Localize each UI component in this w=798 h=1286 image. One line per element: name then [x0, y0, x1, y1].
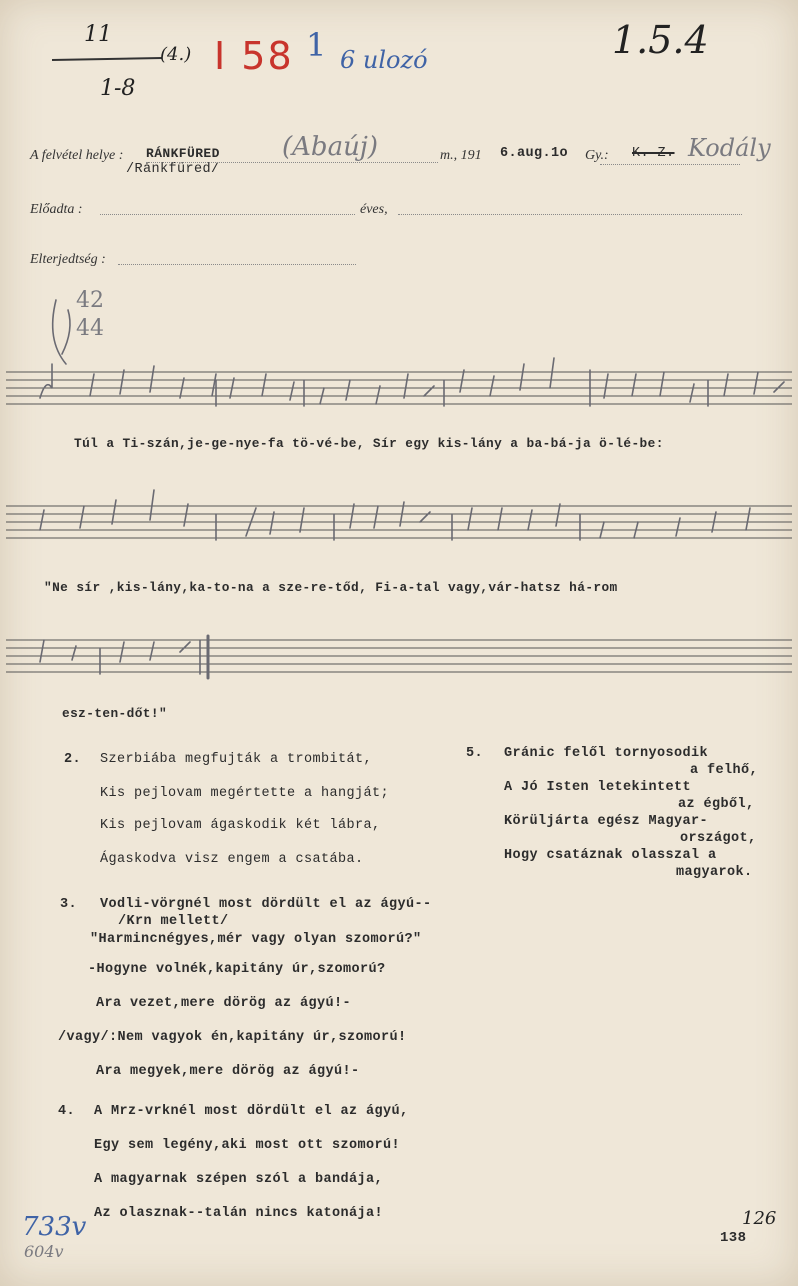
meter-bottom: 44 — [76, 316, 104, 341]
red-catalog-code: I 58 — [214, 34, 294, 78]
verse-4-line: Egy sem legény,aki most ott szomorú! — [94, 1138, 401, 1153]
verse-4-line: Az olasznak--talán nincs katonája! — [94, 1206, 384, 1221]
verse-3-line: "Harmincnégyes,mér vagy olyan szomorú?" — [90, 932, 422, 947]
place-pencil-note: (Abaúj) — [282, 132, 379, 162]
verse-3-number: 3. — [60, 897, 78, 912]
fraction-numerator: 11 — [84, 22, 112, 47]
verse-2-line: Kis pejlovam ágaskodik két lábra, — [100, 818, 381, 833]
date-value: 6.aug.1o — [500, 146, 569, 161]
footer-left-number: 733v — [22, 1212, 87, 1242]
footer-right-bottom: 138 — [720, 1230, 747, 1246]
verse-5-line: Körüljárta egész Magyar- — [504, 814, 709, 829]
verse-5-line: A Jó Isten letekintett — [504, 780, 692, 795]
gy-label: Gy.: — [585, 148, 609, 163]
verse-5-number: 5. — [466, 746, 484, 761]
lyrics-line-1: Túl a Ti-szán,je-ge-nye-fa tö-vé-be, Sír egy kis-lány a ba-bá-ja ö-lé-be: — [74, 436, 664, 451]
blue-overwrite-digit: 1 — [306, 26, 327, 64]
place-value: RÁNKFÜRED — [146, 146, 220, 161]
verse-2-line: Ágaskodva visz engem a csatába. — [100, 852, 364, 867]
fraction-denominator: 1-8 — [100, 76, 136, 101]
lyrics-line-2: "Ne sír ,kis-lány,ka-to-na a sze-re-tőd, Fi-a-tal vagy,vár-hatsz há-rom — [44, 580, 618, 595]
verse-5-line: Hogy csatáznak olasszal a — [504, 848, 717, 863]
verse-3-line: /vagy/:Nem vagyok én,kapitány úr,szomorú! — [58, 1030, 407, 1045]
footer-left-sub: 604v — [24, 1242, 64, 1261]
verse-5-line: a felhő, — [690, 763, 759, 778]
verse-4-line: A magyarnak szépen szól a bandája, — [94, 1172, 384, 1187]
performer-label: Előadta : — [30, 202, 83, 217]
verse-3-line: /Krn mellett/ — [118, 914, 229, 929]
collector-struck: K. Z. — [632, 146, 675, 161]
footer-right-top: 126 — [742, 1208, 777, 1229]
meter-top: 42 — [76, 288, 104, 313]
verse-5-line: az égből, — [678, 797, 755, 812]
verse-2-line: Kis pejlovam megértette a hangját; — [100, 786, 390, 801]
verse-4-number: 4. — [58, 1104, 76, 1119]
verse-3-line: Vodli-vörgnél most dördült el az ágyú-- — [100, 897, 432, 912]
collector-handwritten: Kodály — [688, 134, 771, 162]
verse-5-line: magyarok. — [676, 865, 753, 880]
lyrics-line-3: esz-ten-dőt!" — [62, 706, 168, 721]
place-label: A felvétel helye : — [30, 148, 124, 163]
paren-number: (4.) — [160, 44, 192, 65]
place-subtitle: /Ránkfüred/ — [126, 162, 220, 177]
date-label: m., 191 — [440, 148, 482, 163]
verse-3-line: -Hogyne volnék,kapitány úr,szomorú? — [88, 962, 386, 977]
verse-2-line: Szerbiába megfujták a trombitát, — [100, 752, 373, 767]
blue-note-word: 6 ulozó — [340, 46, 428, 74]
age-label: éves, — [360, 202, 388, 217]
top-right-number: 1.5.4 — [612, 18, 709, 62]
verse-3-line: Ara vezet,mere dörög az ágyú!- — [96, 996, 352, 1011]
verse-5-line: országot, — [680, 831, 757, 846]
verse-3-line: Ara megyek,mere dörög az ágyú!- — [96, 1064, 360, 1079]
verse-2-number: 2. — [64, 752, 82, 767]
verse-5-line: Gránic felől tornyosodik — [504, 746, 709, 761]
verse-4-line: A Mrz-vrknél most dördült el az ágyú, — [94, 1104, 409, 1119]
spread-label: Elterjedtség : — [30, 252, 106, 267]
